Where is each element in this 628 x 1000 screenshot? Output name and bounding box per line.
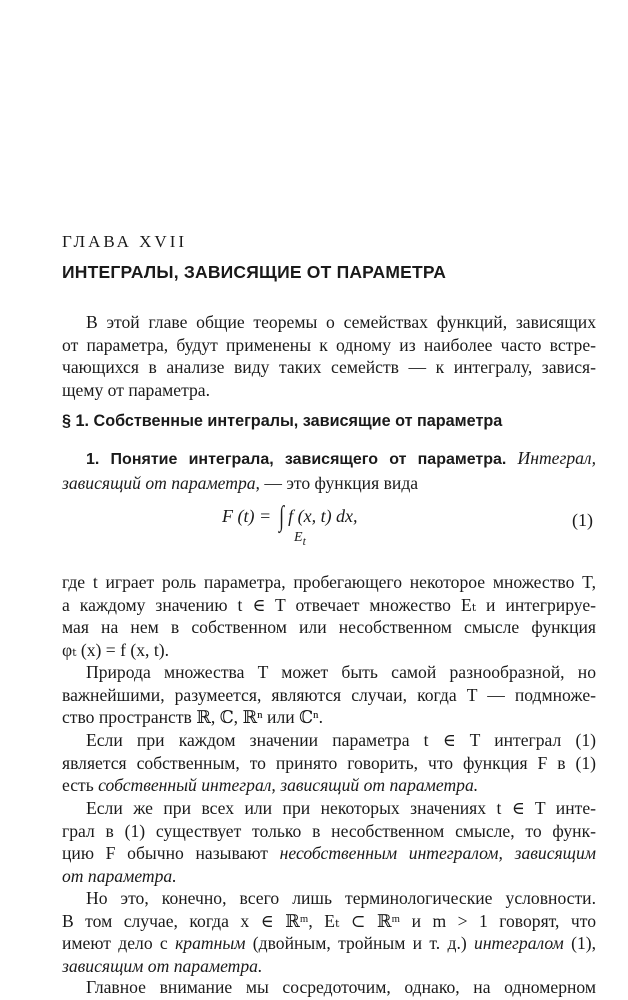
definition-term-cont: зависящий от параметра, — [62, 472, 260, 493]
text-line: В том случае, когда x ∈ ℝᵐ, Eₜ ⊂ ℝᵐ и m > 1 говорят, что — [62, 910, 596, 931]
text-line: грал в (1) существует только в несобственном смысле, то функ- — [62, 820, 596, 841]
text-span: есть — [62, 775, 99, 795]
paragraph-4 — [62, 797, 596, 887]
integral-sign: ∫ — [279, 499, 285, 532]
definition-paragraph — [62, 447, 596, 494]
text-line: мая на нем в собственном или несобственном смысле функция — [62, 617, 596, 637]
formula-domain — [294, 530, 306, 548]
paragraph-1 — [62, 571, 596, 661]
italic-term: от параметра. — [62, 865, 177, 886]
intro-line: чающихся в анализе виду таких семейств — к интегралу, завися- — [62, 357, 596, 377]
chapter-label: ГЛАВА XVII — [62, 232, 188, 251]
text-line — [62, 932, 596, 955]
text-line — [62, 865, 596, 888]
definition-rest: — это функция вида — [259, 472, 419, 493]
paragraph-6 — [62, 976, 596, 999]
intro-paragraph — [62, 311, 596, 401]
text-line: а каждому значению t ∈ T отвечает множество Eₜ и интегрируе- — [62, 594, 596, 615]
subsection-head: 1. Понятие интеграла, зависящего от параметра. — [86, 451, 507, 468]
paragraph-5 — [62, 887, 596, 977]
chapter-title: ИНТЕГРАЛЫ, ЗАВИСЯЩИЕ ОТ ПАРАМЕТРА — [62, 262, 447, 282]
domain-letter: E — [294, 530, 303, 545]
text-line — [62, 842, 596, 865]
text-span: (1), — [563, 933, 596, 953]
italic-term: собственный интеграл, зависящий от параметра. — [98, 775, 479, 795]
italic-term: зависящим от параметра. — [62, 955, 263, 976]
text-line: где t играет роль параметра, пробегающего некоторое множество T, — [62, 572, 596, 592]
text-span: имеют дело с — [62, 933, 176, 953]
paragraph-2 — [62, 661, 596, 729]
text-line: Главное внимание мы сосредоточим, однако, на одномерном — [86, 977, 596, 997]
domain-subscript: t — [302, 534, 306, 548]
italic-term: кратным — [175, 933, 246, 953]
formula-integrand: f (x, t) dx, — [288, 506, 358, 526]
text-span: цию F обычно называют — [62, 843, 280, 863]
intro-line: В этой главе общие теоремы о семействах функций, зависящих — [86, 312, 596, 332]
formula-1 — [222, 499, 358, 548]
text-line — [62, 774, 596, 797]
text-line: важнейшими, разумеется, являются случаи, когда T — подмноже- — [62, 684, 596, 705]
formula-lhs: F (t) = — [222, 506, 272, 526]
text-line: ство пространств ℝ, ℂ, ℝⁿ или ℂⁿ. — [62, 707, 323, 727]
text-line: Если же при всех или при некоторых значениях t ∈ T инте- — [86, 798, 596, 818]
equation-number: (1) — [572, 510, 593, 530]
paragraph-3 — [62, 729, 596, 797]
text-line: Природа множества T может быть самой разнообразной, но — [86, 662, 596, 682]
section-title: § 1. Собственные интегралы, зависящие от параметра — [62, 412, 503, 430]
text-line: Но это, конечно, всего лишь терминологические условности. — [86, 888, 596, 908]
text-span: (двойным, тройным и т. д.) — [245, 933, 475, 953]
italic-term: несобственным интегралом, зависящим — [279, 843, 596, 863]
intro-line: щему от параметра. — [62, 379, 211, 400]
text-line: φₜ (x) = f (x, t). — [62, 639, 169, 660]
intro-line: от параметра, будут применены к одному из наиболее часто встре- — [62, 334, 596, 355]
definition-line — [62, 447, 596, 472]
text-line — [62, 955, 596, 978]
italic-term: интегралом — [474, 933, 564, 953]
definition-line — [62, 472, 596, 495]
text-line: является собственным, то принято говорить, что функция F в (1) — [62, 752, 596, 773]
text-line: Если при каждом значении параметра t ∈ T интеграл (1) — [86, 730, 596, 750]
definition-term: Интеграл, — [517, 448, 596, 468]
